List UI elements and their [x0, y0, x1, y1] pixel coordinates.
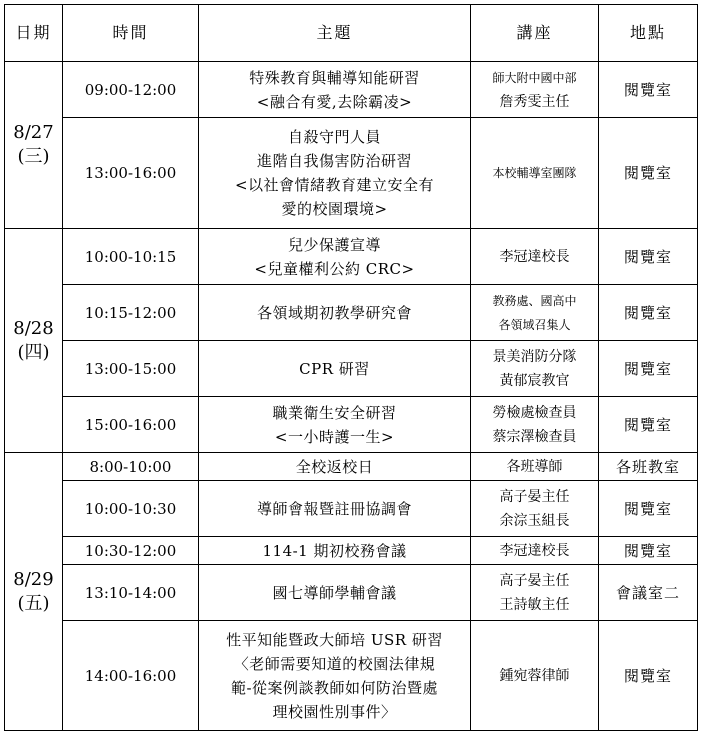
speaker-cell: [471, 537, 599, 565]
topic-line: 各領域期初教學研究會: [256, 303, 412, 322]
time-cell: 13:10-14:00: [63, 565, 199, 621]
table-row: [5, 537, 698, 565]
topic-line: 114-1 期初校務會議: [262, 541, 407, 560]
table-row: [5, 481, 698, 537]
speaker-cell: [471, 285, 599, 341]
topic-line: <一小時護一生>: [274, 427, 395, 446]
topic-line: <融合有愛,去除霸凌>: [256, 92, 413, 111]
place-cell: 閱覽室: [599, 229, 698, 285]
topic-cell: [199, 118, 471, 229]
speaker-line: 景美消防分隊: [492, 348, 577, 365]
speaker-line: 高子晏主任: [499, 572, 570, 589]
time-cell: 10:15-12:00: [63, 285, 199, 341]
table-row: [5, 621, 698, 731]
topic-cell: [199, 621, 471, 731]
time-cell: 10:30-12:00: [63, 537, 199, 565]
date-label: 8/29: [13, 568, 54, 590]
place-cell: 閱覽室: [599, 62, 698, 118]
time-cell: 09:00-12:00: [63, 62, 199, 118]
topic-cell: [199, 537, 471, 565]
topic-line: <兒童權利公約 CRC>: [254, 259, 415, 278]
speaker-line: 高子晏主任: [499, 488, 570, 505]
speaker-line: 各領域召集人: [498, 317, 571, 332]
topic-line: 自殺守門人員: [287, 128, 381, 146]
header-row: [5, 5, 698, 62]
speaker-line: 鍾宛蓉律師: [499, 667, 570, 684]
speaker-line: 本校輔導室團隊: [492, 166, 577, 180]
table-row: [5, 453, 698, 481]
table-row: [5, 229, 698, 285]
time-cell: 10:00-10:15: [63, 229, 199, 285]
place-cell: 閱覽室: [599, 537, 698, 565]
table-row: [5, 341, 698, 397]
place-cell: 閱覽室: [599, 341, 698, 397]
table-row: [5, 397, 698, 453]
speaker-cell: [471, 621, 599, 731]
topic-line: 〈老師需要知道的校園法律規: [233, 654, 436, 673]
place-cell: 閱覽室: [599, 397, 698, 453]
topic-cell: [199, 453, 471, 481]
speaker-line: 師大附中國中部: [492, 70, 577, 85]
date-cell: [5, 62, 63, 229]
time-cell: 13:00-16:00: [63, 118, 199, 229]
speaker-cell: [471, 62, 599, 118]
speaker-line: 李冠達校長: [499, 542, 570, 559]
speaker-line: 余淙玉組長: [499, 512, 570, 529]
table-row: [5, 118, 698, 229]
schedule-table: [4, 4, 698, 731]
topic-cell: [199, 229, 471, 285]
place-cell: 閱覽室: [599, 118, 698, 229]
topic-line: 愛的校園環境>: [281, 200, 388, 218]
weekday-label: (五): [17, 592, 50, 614]
speaker-cell: [471, 397, 599, 453]
topic-line: 職業衛生安全研習: [272, 403, 397, 422]
speaker-line: 教務處、國高中: [492, 293, 577, 308]
speaker-cell: [471, 565, 599, 621]
topic-line: 進階自我傷害防治研習: [256, 152, 412, 170]
speaker-line: 黃郁宸教官: [499, 372, 570, 389]
header-time: 時間: [63, 5, 199, 62]
time-cell: 13:00-15:00: [63, 341, 199, 397]
date-label: 8/27: [13, 122, 54, 143]
date-label: 8/28: [13, 317, 54, 339]
weekday-label: (三): [17, 146, 50, 167]
place-cell: 會議室二: [599, 565, 698, 621]
speaker-cell: [471, 481, 599, 537]
topic-line: <以社會情緒教育建立安全有: [234, 176, 435, 194]
header-date: 日期: [5, 5, 63, 62]
speaker-line: 王詩敏主任: [499, 596, 570, 613]
topic-line: 導師會報暨註冊協調會: [256, 499, 412, 518]
table-row: [5, 565, 698, 621]
topic-line: 國七導師學輔會議: [272, 583, 397, 602]
time-cell: 15:00-16:00: [63, 397, 199, 453]
place-cell: 各班教室: [599, 453, 698, 481]
speaker-cell: [471, 453, 599, 481]
speaker-cell: [471, 229, 599, 285]
place-cell: 閱覽室: [599, 621, 698, 731]
header-speaker: 講座: [471, 5, 599, 62]
topic-line: 兒少保護宣導: [287, 235, 381, 254]
header-place: 地點: [599, 5, 698, 62]
topic-line: 性平知能暨政大師培 USR 研習: [226, 630, 443, 649]
topic-cell: [199, 285, 471, 341]
place-cell: 閱覽室: [599, 481, 698, 537]
date-cell: [5, 453, 63, 731]
speaker-line: 勞檢處檢查員: [492, 404, 577, 421]
header-topic: 主題: [199, 5, 471, 62]
topic-line: CPR 研習: [299, 359, 370, 378]
topic-line: 全校返校日: [295, 457, 374, 476]
weekday-label: (四): [17, 341, 50, 363]
speaker-cell: [471, 118, 599, 229]
topic-line: 範-從案例談教師如何防治暨處: [230, 678, 439, 697]
topic-cell: [199, 481, 471, 537]
speaker-line: 詹秀雯主任: [499, 93, 570, 110]
speaker-line: 各班導師: [506, 458, 563, 475]
topic-cell: [199, 397, 471, 453]
date-cell: [5, 229, 63, 453]
topic-cell: [199, 62, 471, 118]
speaker-line: 蔡宗澤檢查員: [492, 428, 577, 445]
topic-cell: [199, 341, 471, 397]
topic-cell: [199, 565, 471, 621]
place-cell: 閱覽室: [599, 285, 698, 341]
speaker-cell: [471, 341, 599, 397]
speaker-line: 李冠達校長: [499, 248, 570, 265]
time-cell: 10:00-10:30: [63, 481, 199, 537]
table-row: [5, 62, 698, 118]
topic-line: 理校園性別事件〉: [272, 702, 397, 721]
time-cell: 14:00-16:00: [63, 621, 199, 731]
topic-line: 特殊教育與輔導知能研習: [249, 68, 420, 87]
table-row: [5, 285, 698, 341]
time-cell: 8:00-10:00: [63, 453, 199, 481]
